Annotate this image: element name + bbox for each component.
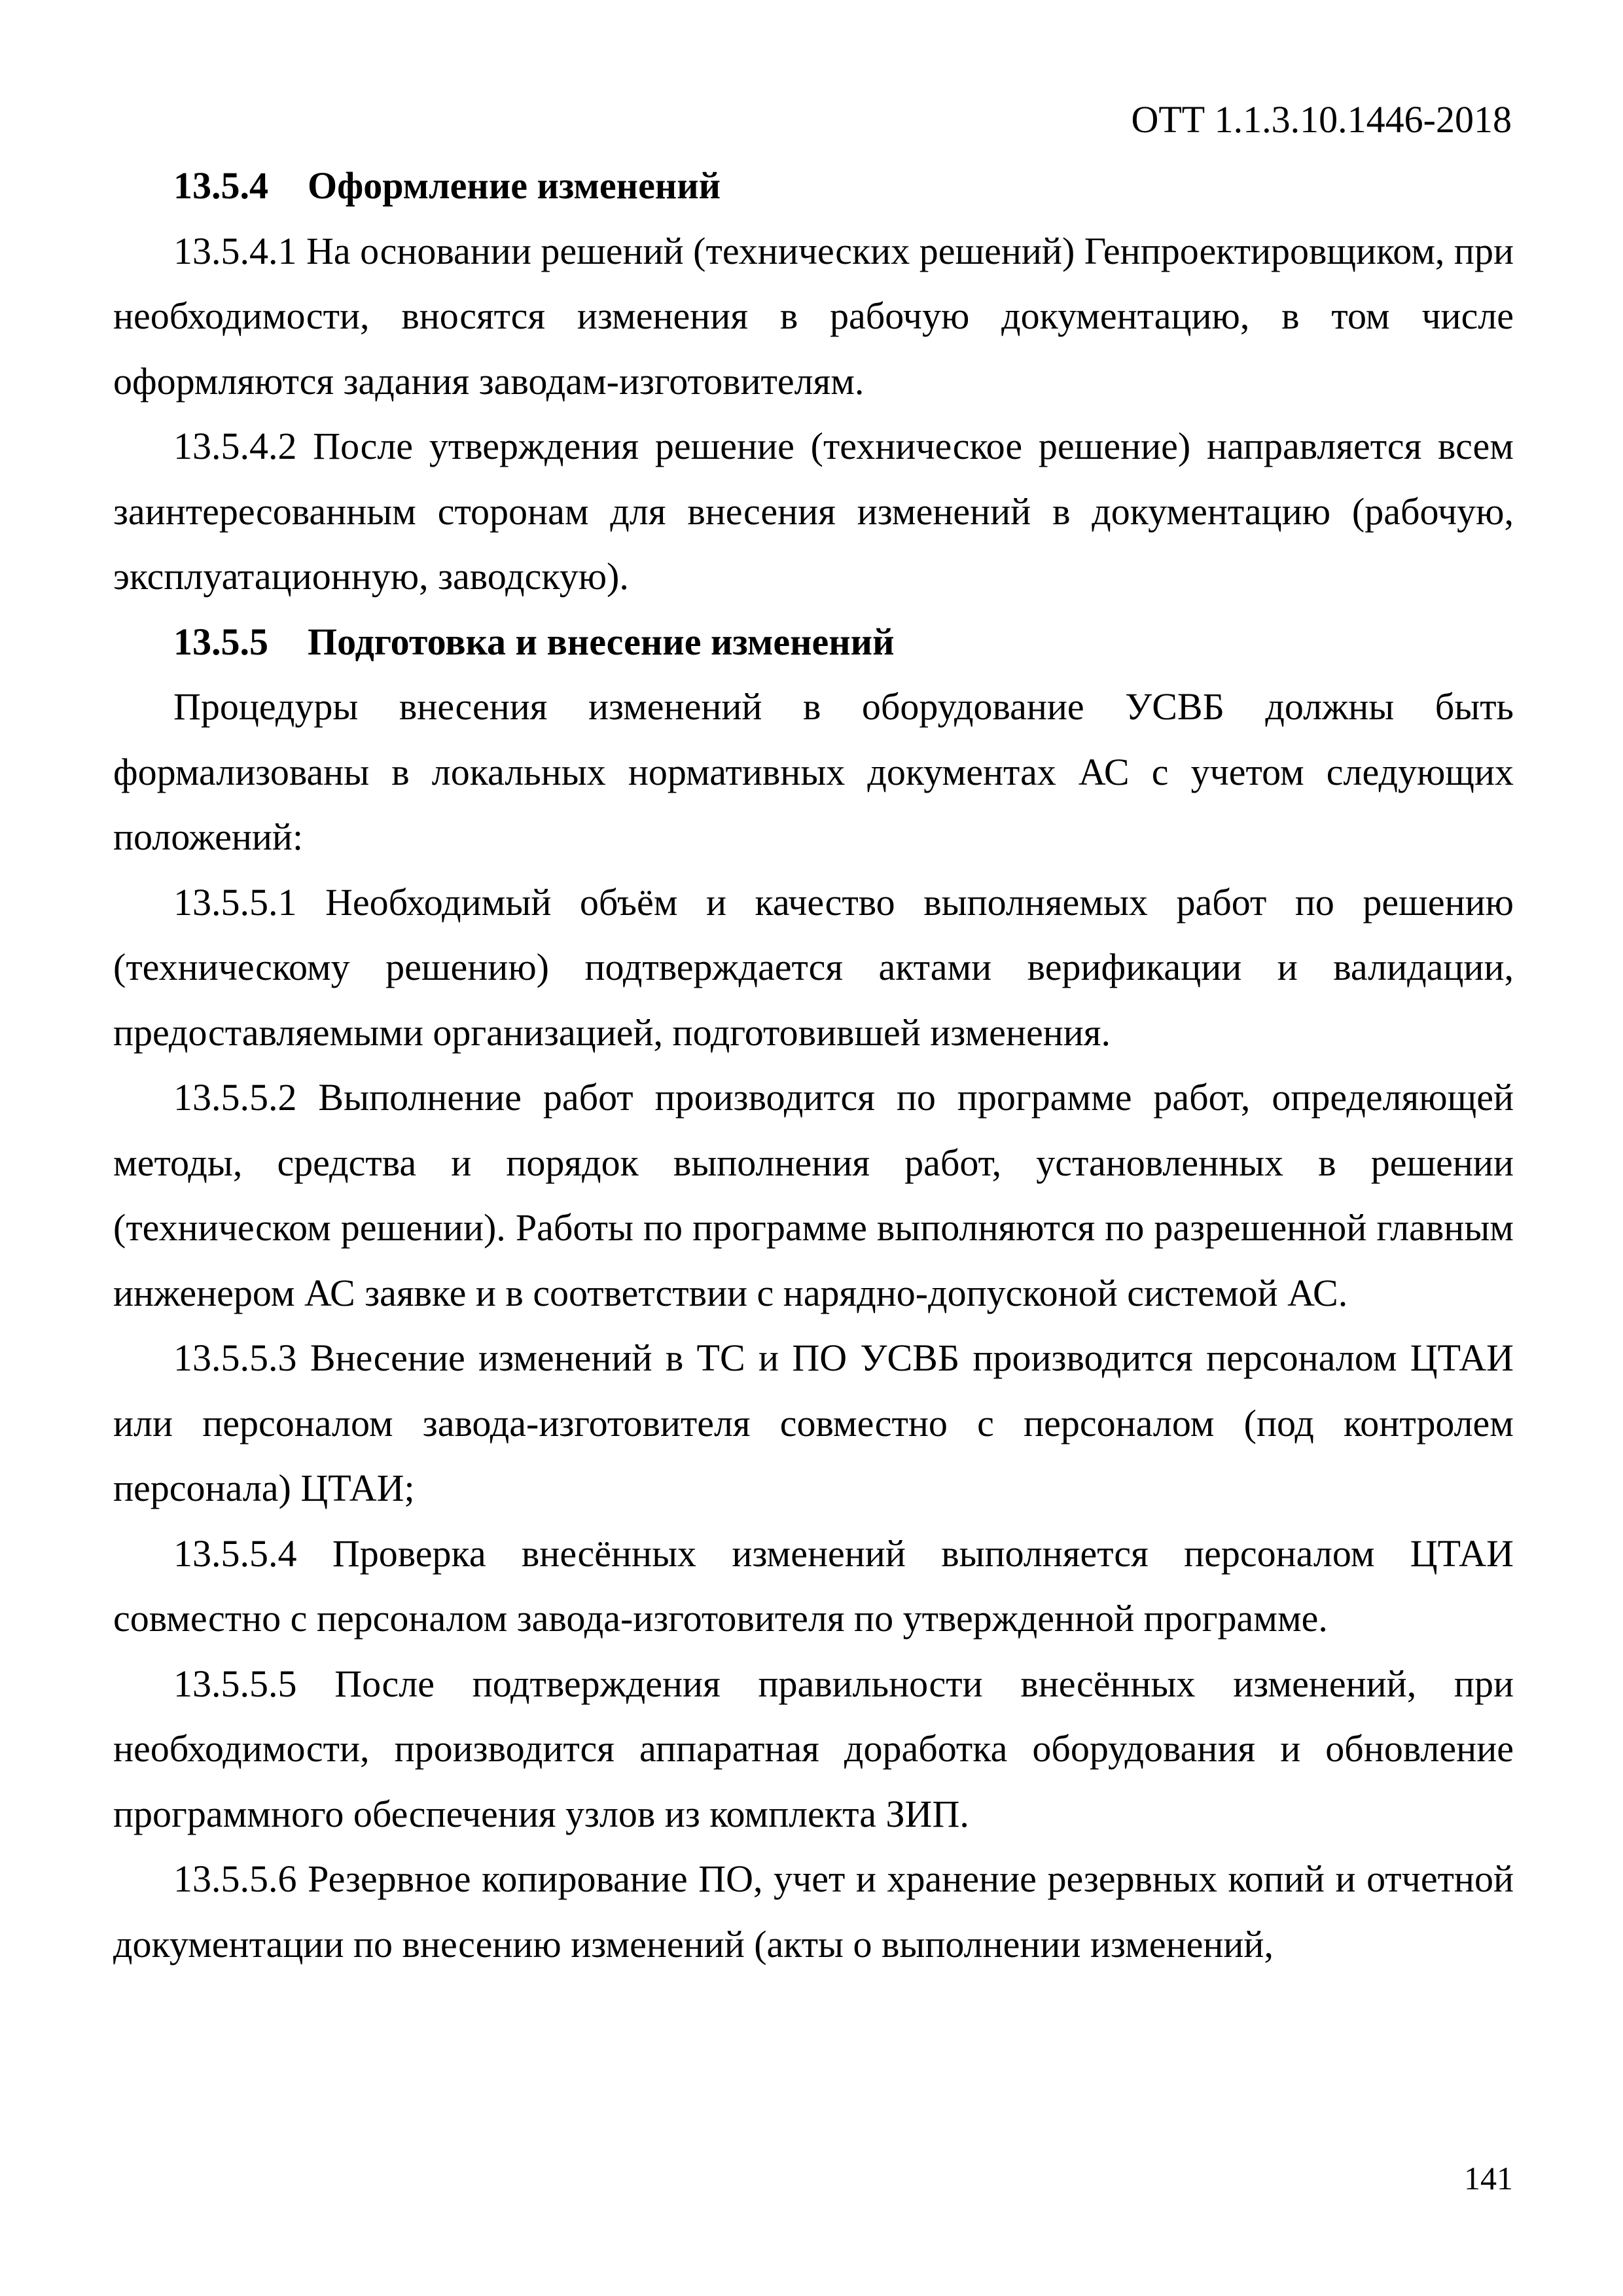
section-title: Оформление изменений bbox=[308, 164, 721, 207]
page-number: 141 bbox=[1464, 2160, 1513, 2197]
section-number: 13.5.4 bbox=[173, 164, 268, 207]
section-title: Подготовка и внесение изменений bbox=[308, 620, 895, 663]
paragraph: 13.5.5.6 Резервное копирование ПО, учет и хранение резервных копий и отчетной документации по внесению изменений (акты о выполнении изменений, bbox=[113, 1857, 1514, 1965]
section-heading bbox=[113, 609, 1514, 675]
section-number: 13.5.5 bbox=[173, 620, 268, 663]
document-code: ОТТ 1.1.3.10.1446-2018 bbox=[1131, 98, 1512, 141]
paragraph: Процедуры внесения изменений в оборудование УСВБ должны быть формализованы в локальных нормативных документах АС с учетом следующих положений: bbox=[113, 685, 1514, 858]
document-body bbox=[113, 153, 1514, 1977]
paragraph: 13.5.4.1 На основании решений (технических решений) Генпроектировщиком, при необходимости, вносятся изменения в рабочую документацию, в том числе оформляются задания заводам-изготовителям. bbox=[113, 229, 1514, 403]
paragraph: 13.5.5.2 Выполнение работ производится по программе работ, определяющей методы, средства и порядок выполнения работ, установленных в решении (техническом решении). Работы по программе выполняются по разрешенной главным инженером АС заявке и в соответствии с нарядно-допусконой системой АС. bbox=[113, 1076, 1514, 1314]
paragraph: 13.5.5.4 Проверка внесённых изменений выполняется персоналом ЦТАИ совместно с персоналом завода-изготовителя по утвержденной программе. bbox=[113, 1532, 1514, 1640]
paragraph: 13.5.5.3 Внесение изменений в ТС и ПО УСВБ производится персоналом ЦТАИ или персоналом завода-изготовителя совместно с персоналом (под контролем персонала) ЦТАИ; bbox=[113, 1336, 1514, 1509]
paragraph: 13.5.5.5 После подтверждения правильности внесённых изменений, при необходимости, производится аппаратная доработка оборудования и обновление программного обеспечения узлов из комплекта ЗИП. bbox=[113, 1662, 1514, 1835]
section-heading bbox=[113, 153, 1514, 219]
paragraph: 13.5.4.2 После утверждения решение (техническое решение) направляется всем заинтересованным сторонам для внесения изменений в документацию (рабочую, эксплуатационную, заводскую). bbox=[113, 425, 1514, 598]
paragraph: 13.5.5.1 Необходимый объём и качество выполняемых работ по решению (техническому решению) подтверждается актами верификации и валидации, предоставляемыми организацией, подготовившей изменения. bbox=[113, 880, 1514, 1054]
